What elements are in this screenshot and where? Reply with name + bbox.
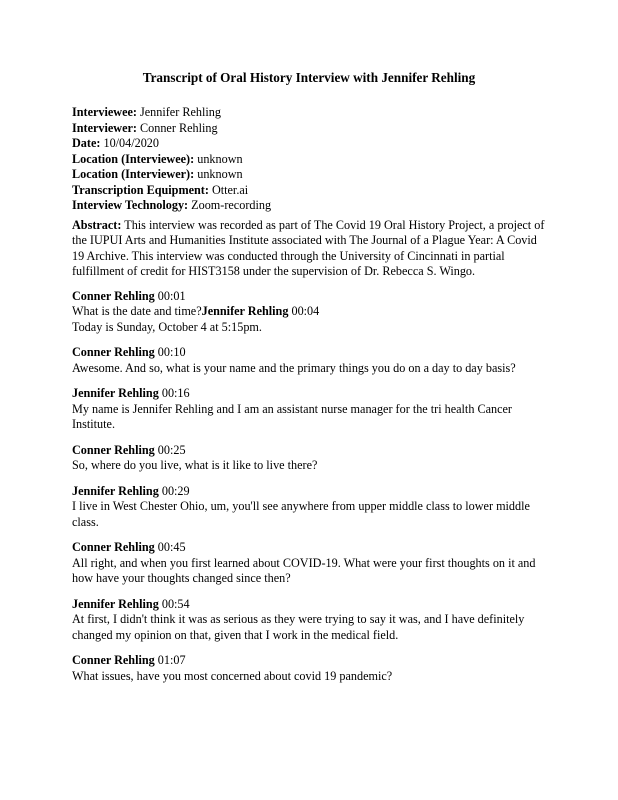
entry-heading [72,540,546,556]
metadata-label: Date: [72,136,101,150]
entry-heading [72,484,546,500]
timestamp: 00:25 [157,442,186,457]
metadata-row-interviewee [72,105,546,121]
speaker-name: Jennifer Rehling [72,386,159,400]
transcript-entry [72,484,546,531]
timestamp: 00:10 [157,345,186,359]
timestamp: 00:45 [157,540,186,554]
speaker-name: Jennifer Rehling [201,304,289,318]
entry-heading [72,443,546,459]
metadata-row-location-interviewee [72,152,546,168]
entry-heading [72,345,546,361]
timestamp: 01:07 [157,653,186,667]
speaker-name: Conner Rehling [72,442,155,457]
entry-heading [72,386,546,402]
entry-heading [72,289,546,305]
speaker-name: Jennifer Rehling [72,596,159,611]
timestamp: 00:29 [161,483,190,498]
transcript-entry [72,653,546,684]
speaker-name: Conner Rehling [72,345,155,359]
utterance-text: What is the date and time? [72,304,202,318]
metadata-value: Zoom-recording [191,198,272,212]
metadata-label: Location (Interviewee): [72,151,195,166]
metadata-value: Otter.ai [211,182,249,197]
abstract-paragraph [72,218,546,280]
timestamp: 00:16 [161,386,190,400]
abstract-label: Abstract: [72,217,122,232]
timestamp: 00:54 [161,596,190,611]
metadata-row-interview-technology [72,198,546,214]
metadata-value: unknown [197,151,243,166]
timestamp: 00:04 [291,304,320,318]
metadata-row-transcription-equipment [72,183,546,199]
utterance-text: All right, and when you first learned about COVID-19. What were your first thoughts on it and how have your thoughts changed since then? [72,555,536,585]
transcript-entry [72,540,546,587]
metadata-value: 10/04/2020 [103,136,159,150]
transcript-entry [72,289,546,336]
timestamp: 00:01 [157,288,186,303]
speaker-name: Jennifer Rehling [72,483,159,498]
speaker-name: Conner Rehling [72,540,155,554]
metadata-label: Location (Interviewer): [72,167,195,181]
metadata-label: Interviewer: [72,120,137,135]
utterance-text: At first, I didn't think it was as serious as they were trying to say it was, and I have definitely changed my opinion on that, given that I work in the medical field. [72,612,525,642]
metadata-value: Jennifer Rehling [140,105,221,119]
page-title: Transcript of Oral History Interview with Jennifer Rehling [142,70,476,85]
metadata-block [72,105,546,214]
utterance-text: So, where do you live, what is it like to live there? [72,458,318,472]
metadata-row-interviewer [72,121,546,137]
utterance-text: I live in West Chester Ohio, um, you'll see anywhere from upper middle class to lower middle class. [72,499,530,529]
metadata-row-location-interviewer [72,167,546,183]
metadata-value: unknown [197,167,243,181]
utterance-text: My name is Jennifer Rehling and I am an assistant nurse manager for the tri health Cancer Institute. [72,401,512,431]
metadata-label: Interviewee: [72,105,137,119]
entry-heading [72,653,546,669]
metadata-label: Transcription Equipment: [72,182,209,197]
metadata-value: Conner Rehling [140,120,218,135]
speaker-name: Conner Rehling [72,653,155,667]
transcript-entry [72,443,546,474]
metadata-row-date [72,136,546,152]
utterance-text: Awesome. And so, what is your name and the primary things you do on a day to day basis? [72,360,516,375]
abstract-text: This interview was recorded as part of The Covid 19 Oral History Project, a project of the IUPUI Arts and Humanities Institute associated with The Journal of a Plague Year: A Covid 19 Archive. This interview was conducted through the University of Cincinnati in partial fulfillment of credit for HIST3158 under the supervision of Dr. Rebecca S. Wingo. [72,217,545,278]
utterance-text: What issues, have you most concerned about covid 19 pandemic? [72,668,393,683]
entry-heading [72,597,546,613]
utterance-line [72,304,546,320]
utterance-text: Today is Sunday, October 4 at 5:15pm. [72,319,262,334]
transcript-entry [72,597,546,644]
metadata-label: Interview Technology: [72,198,189,212]
transcript-entry [72,345,546,376]
transcript-entry [72,386,546,433]
speaker-name: Conner Rehling [72,288,155,303]
